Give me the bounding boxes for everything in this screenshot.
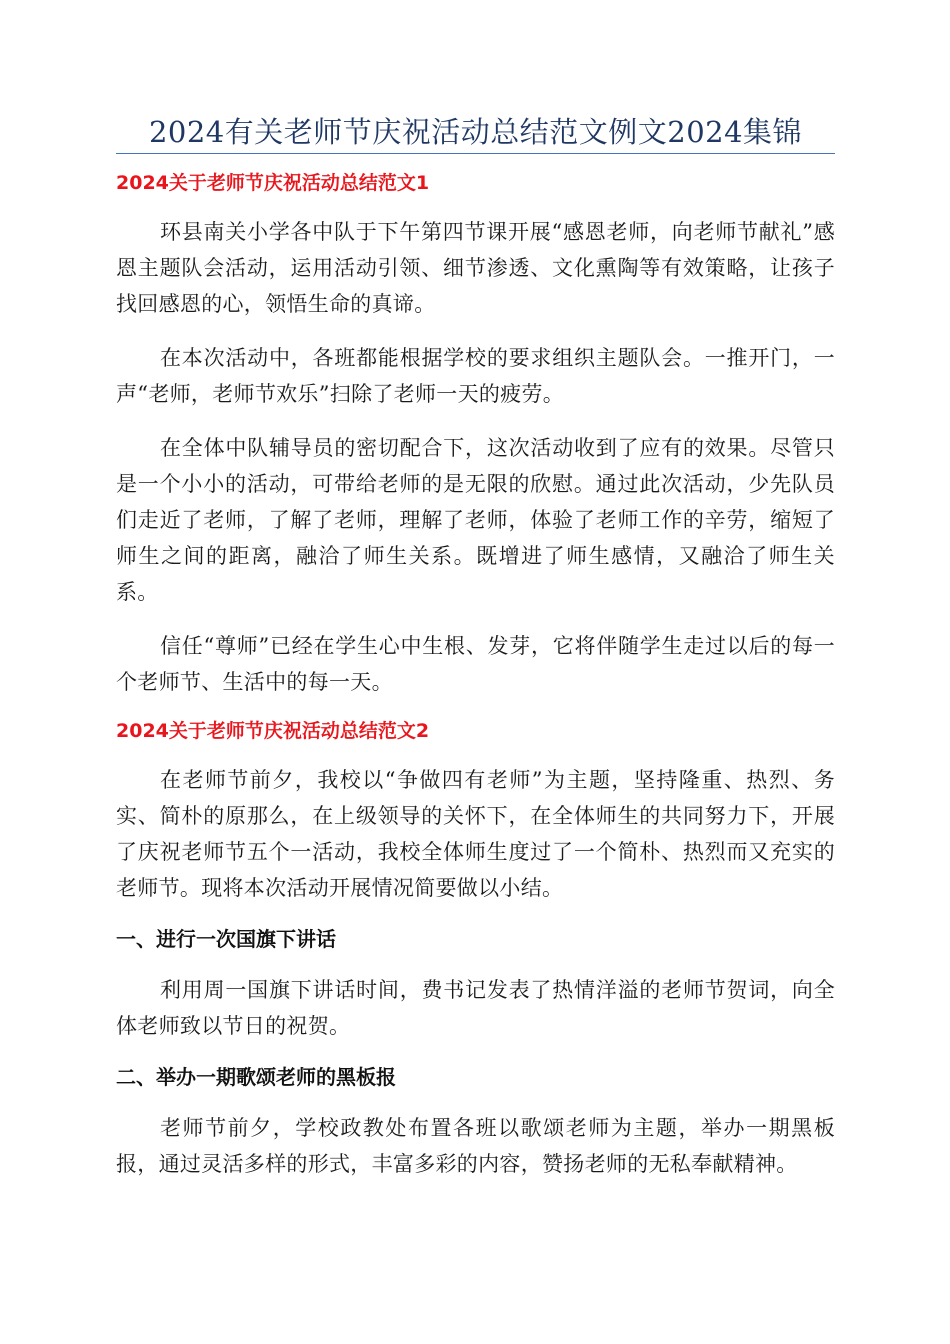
item-1-heading: 一、进行一次国旗下讲话 [116, 927, 336, 951]
item-2-text: 老师节前夕，学校政教处布置各班以歌颂老师为主题，举办一期黑板报，通过灵活多样的形式，丰富多彩的内容，赞扬老师的无私奉献精神。 [116, 1116, 835, 1176]
section-2-heading: 2024关于老师节庆祝活动总结范文2 [116, 720, 430, 742]
section-1-paragraph-2: 在本次活动中，各班都能根据学校的要求组织主题队会。一推开门，一声“老师，老师节欢乐”扫除了老师一天的疲劳。 [116, 346, 835, 406]
title-underline [116, 153, 835, 154]
document-body [116, 170, 835, 1200]
item-1-text: 利用周一国旗下讲话时间，费书记发表了热情洋溢的老师节贺词，向全体老师致以节日的祝贺。 [116, 978, 835, 1038]
section-1-paragraph-1: 环县南关小学各中队于下午第四节课开展“感恩老师，向老师节献礼”感恩主题队会活动，运用活动引领、细节渗透、文化熏陶等有效策略，让孩子找回感恩的心，领悟生命的真谛。 [116, 220, 835, 316]
section-1-heading: 2024关于老师节庆祝活动总结范文1 [116, 172, 430, 194]
section-2-intro: 在老师节前夕，我校以“争做四有老师”为主题，坚持隆重、热烈、务实、简朴的原那么，在上级领导的关怀下，在全体师生的共同努力下，开展了庆祝老师节五个一活动，我校全体师生度过了一个简朴、热烈而又充实的老师节。现将本次活动开展情况简要做以小结。 [116, 768, 835, 900]
document-title: 2024有关老师节庆祝活动总结范文例文2024集锦 [148, 115, 803, 149]
section-1-paragraph-3: 在全体中队辅导员的密切配合下，这次活动收到了应有的效果。尽管只是一个小小的活动，可带给老师的是无限的欣慰。通过此次活动，少先队员们走近了老师，了解了老师，理解了老师，体验了老师工作的辛劳，缩短了师生之间的距离，融洽了师生关系。既增进了师生感情，又融洽了师生关系。 [116, 436, 835, 604]
item-2-heading: 二、举办一期歌颂老师的黑板报 [116, 1065, 396, 1089]
section-1-paragraph-4: 信任“尊师”已经在学生心中生根、发芽，它将伴随学生走过以后的每一个老师节、生活中的每一天。 [116, 634, 835, 694]
